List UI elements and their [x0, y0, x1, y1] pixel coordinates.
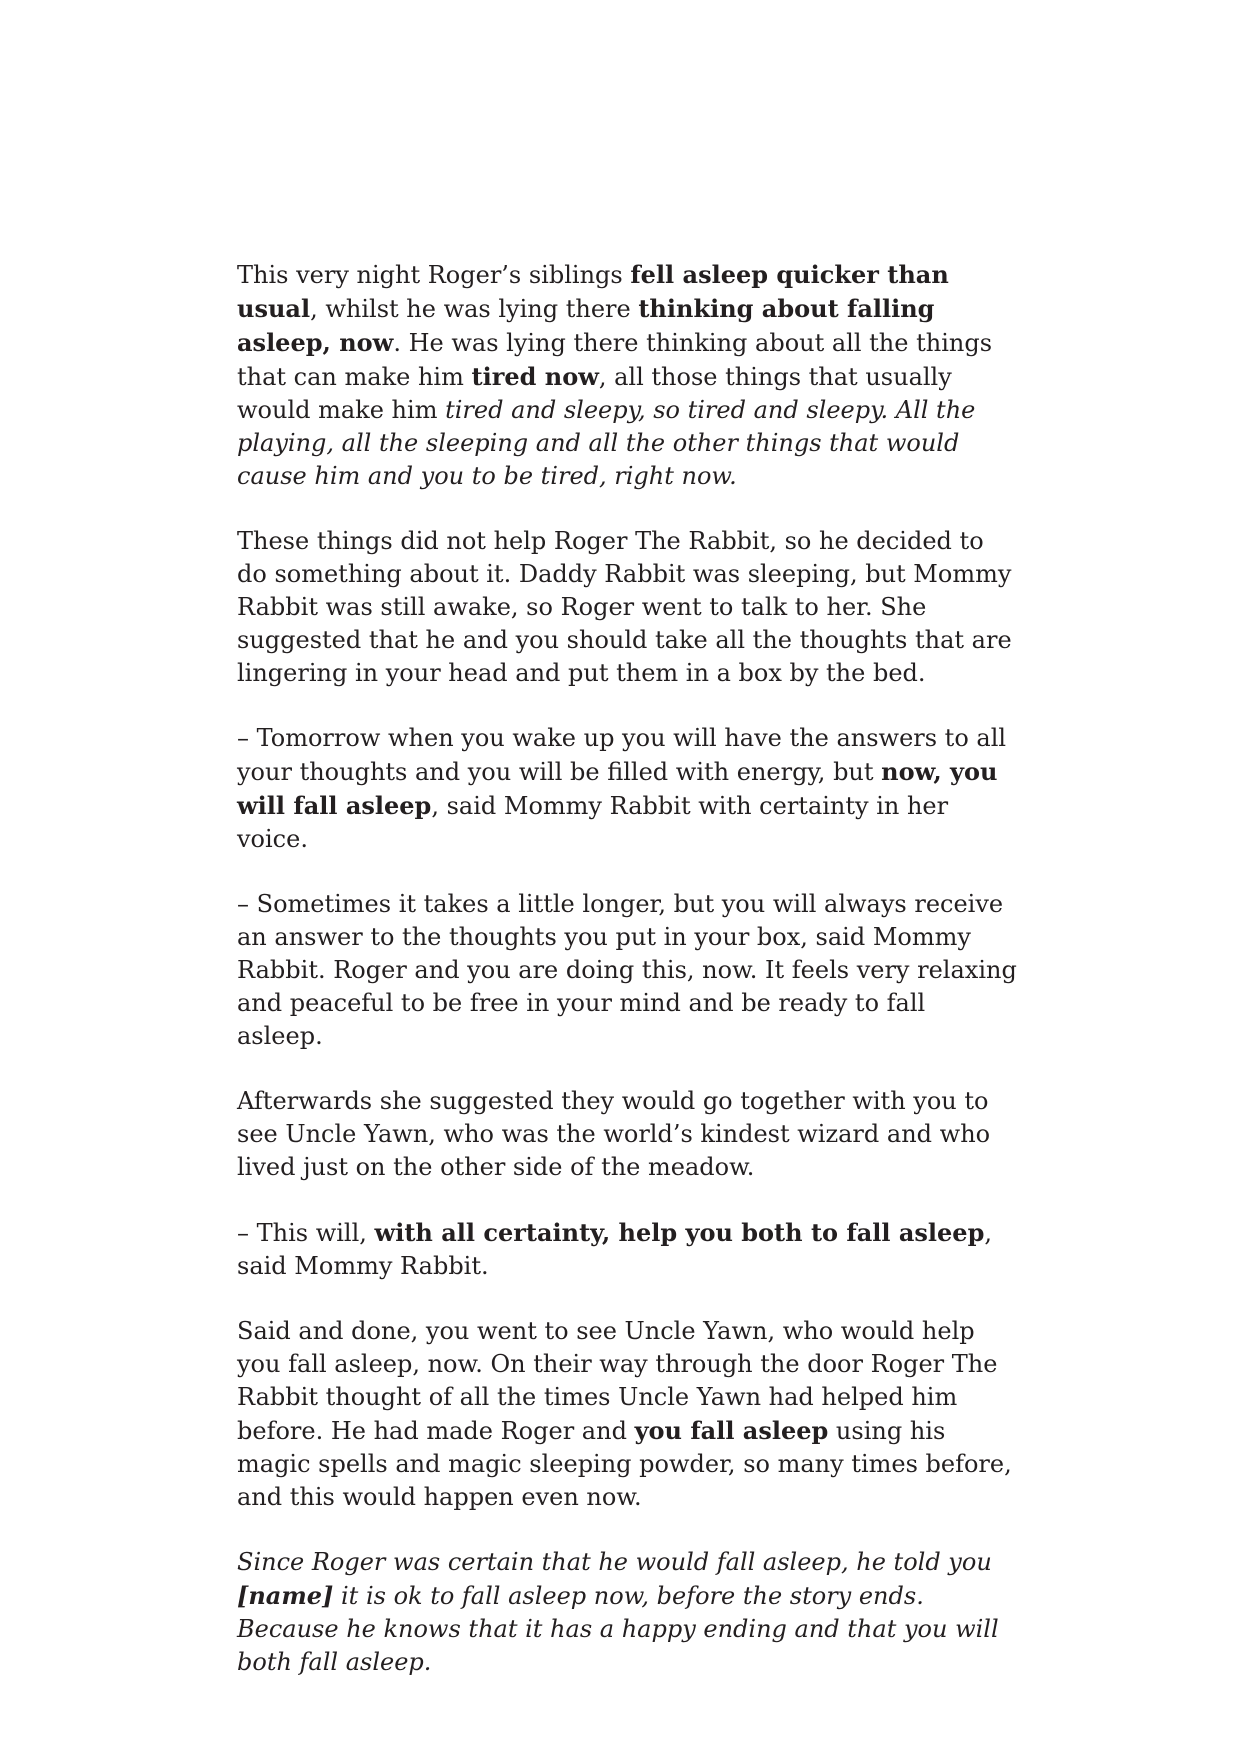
- paragraph-5: [237, 1085, 1017, 1184]
- text: , whilst he was lying there: [310, 295, 639, 323]
- paragraph-8: [237, 1546, 1017, 1679]
- italic-text: tired and sleepy, so tired and sleepy. All the playing, all the sleeping and all the other things that would cause him and you to be tired, right now.: [237, 396, 976, 490]
- paragraph-6: [237, 1216, 1017, 1283]
- text: – Tomorrow when you wake up you will have the answers to all your thoughts and you will be filled with energy, but: [237, 724, 1007, 786]
- story-page: [237, 258, 1017, 1711]
- text: it is ok to fall asleep now, before the story ends. Because he knows that it has a happy ending and that you will both fall asleep.: [237, 1582, 999, 1676]
- bold-text: [name]: [237, 1581, 334, 1610]
- text: – This will,: [237, 1219, 375, 1247]
- bold-text: with all certainty, help you both to fall asleep: [374, 1218, 985, 1247]
- text: using his magic spells and magic sleeping powder, so many times before, and this would happen even now.: [237, 1417, 1012, 1511]
- text: , said Mommy Rabbit.: [237, 1219, 992, 1280]
- text: , said Mommy Rabbit with certainty in her voice.: [237, 792, 949, 853]
- text: Said and done, you went to see Uncle Yawn, who would help you fall asleep, now. On their way through the door Roger The Rabbit thought of all the times Uncle Yawn had helped him before. He had made Roger and: [237, 1317, 998, 1445]
- paragraph-1: [237, 258, 1017, 493]
- bold-text: fell asleep quicker than usual: [237, 260, 949, 323]
- paragraph-3: [237, 722, 1017, 856]
- bold-text: you fall asleep: [634, 1416, 829, 1445]
- bold-text: now, you will fall asleep: [237, 757, 998, 820]
- paragraph-2: [237, 525, 1017, 690]
- paragraph-4: [237, 888, 1017, 1053]
- text: This very night Roger’s siblings: [237, 261, 631, 289]
- text: – Sometimes it takes a little longer, but you will always receive an answer to the thoughts you put in your box, said Mommy Rabbit. Roger and you are doing this, now. It feels very relaxing and peaceful to be free in your mind and be ready to fall asleep.: [237, 890, 1017, 1050]
- bold-text: tired now: [471, 362, 599, 391]
- bold-text: thinking about falling asleep, now: [237, 294, 935, 357]
- paragraph-7: [237, 1315, 1017, 1514]
- text: Afterwards she suggested they would go together with you to see Uncle Yawn, who was the world’s kindest wizard and who lived just on the other side of the meadow.: [237, 1087, 991, 1181]
- text: Since Roger was certain that he would fall asleep, he told you: [237, 1548, 992, 1576]
- text: These things did not help Roger The Rabbit, so he decided to do something about it. Daddy Rabbit was sleeping, but Mommy Rabbit was still awake, so Roger went to talk to her. She suggested that he and you should take all the thoughts that are lingering in your head and put them in a box by the bed.: [237, 527, 1012, 687]
- text: . He was lying there thinking about all the things that can make him: [237, 329, 993, 391]
- text: , all those things that usually would make him: [237, 363, 952, 424]
